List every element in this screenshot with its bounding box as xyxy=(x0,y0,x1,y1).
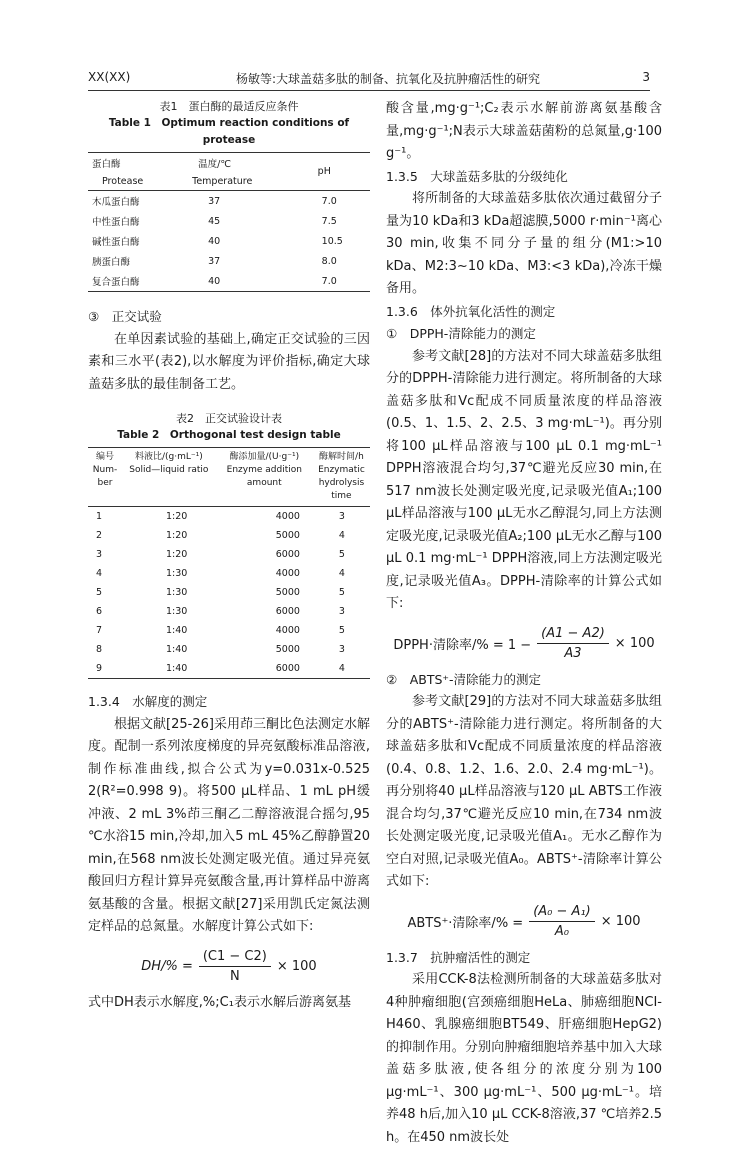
t1-cell: 碱性蛋白酶 xyxy=(92,237,140,248)
right-column xyxy=(386,98,662,1149)
dh-formula xyxy=(88,949,370,984)
t1-cell: 中性蛋白酶 xyxy=(92,217,140,228)
dh-formula-numerator: (C1 − C2) xyxy=(199,949,271,967)
t2-cell: 4 xyxy=(338,568,345,579)
t2-header-ratio xyxy=(122,448,216,507)
t2-header-time-en3: time xyxy=(331,491,352,501)
running-title: 杨敏等:大球盖菇多肽的制备、抗氧化及抗肿瘤活性的研究 xyxy=(236,72,541,86)
t1-cell: 7.5 xyxy=(321,215,337,227)
dpph-formula-lhs: DPPH·清除率/% = 1 − xyxy=(393,637,532,653)
t2-cell: 4000 xyxy=(275,625,300,636)
t2-cell: 8 xyxy=(96,644,103,655)
page-number: 3 xyxy=(642,70,650,84)
t1-cell: 8.0 xyxy=(321,255,337,267)
table-row xyxy=(88,621,370,640)
t2-cell: 1:20 xyxy=(166,511,188,522)
t2-cell: 5 xyxy=(338,587,345,598)
abts-formula-fraction xyxy=(529,904,595,939)
table-row xyxy=(88,191,370,212)
t2-cell: 6 xyxy=(96,606,103,617)
abts-formula-denominator: A₀ xyxy=(554,923,570,939)
t2-cell: 3 xyxy=(338,606,345,617)
dpph-formula-fraction xyxy=(537,626,609,661)
dpph-heading: ① DPPH-清除能力的测定 xyxy=(386,326,536,341)
t1-cell: 45 xyxy=(208,215,221,227)
t2-cell: 2 xyxy=(96,530,103,541)
dh-formula-tail: × 100 xyxy=(276,958,317,974)
t2-cell: 1:40 xyxy=(166,644,188,655)
t2-cell: 4 xyxy=(96,568,103,579)
t1-cell: 10.5 xyxy=(321,235,343,247)
table-row xyxy=(88,545,370,564)
dpph-formula-tail: × 100 xyxy=(614,635,655,651)
t2-cell: 1 xyxy=(96,511,103,522)
t2-cell: 5000 xyxy=(275,644,300,655)
table-row xyxy=(88,251,370,271)
section-134-paragraph-2: 式中DH表示水解度,%;C₁表示水解后游离氨基 xyxy=(88,994,351,1010)
section-135-heading: 1.3.5 大球盖菇多肽的分级纯化 xyxy=(386,168,568,184)
t2-header-time-en1: Enzymatic xyxy=(318,465,365,475)
abts-formula-tail: × 100 xyxy=(600,913,641,929)
t2-header-ratio-en: Solid—liquid ratio xyxy=(129,465,209,475)
dh-formula-lhs: DH/% = xyxy=(141,958,193,974)
t1-cell: 7.0 xyxy=(321,195,337,207)
t1-cell: 40 xyxy=(208,235,221,247)
t2-header-enzyme-zh: 酶添加量/(U·g⁻¹) xyxy=(229,452,300,462)
table-row xyxy=(88,640,370,659)
t1-header-temp-en: Temperature xyxy=(172,173,292,191)
abts-formula-lhs: ABTS⁺·清除率/% = xyxy=(407,915,524,931)
table-row xyxy=(88,507,370,527)
dh-formula-denominator: N xyxy=(229,968,240,984)
t1-cell: 复合蛋白酶 xyxy=(88,271,172,292)
t2-cell: 4000 xyxy=(275,511,300,522)
section-137-paragraph: 采用CCK-8法检测所制备的大球盖菇多肽对4种肿瘤细胞(宫颈癌细胞HeLa、肺癌细胞NCI-H460、乳腺癌细胞BT549、肝癌细胞HepG2)的抑制作用。分别向肿瘤细胞培养基中加入大球盖菇多肽液,使各组分的浓度分别为100 μg·mL⁻¹、300 μg·mL⁻¹、500 μg·mL⁻¹。培养48 h后,加入10 μL CCK-8溶液,37 ℃培养2.5 h。在450 nm波长处 xyxy=(386,972,662,1145)
right-top-paragraph: 酸含量,mg·g⁻¹;C₂表示水解前游离氨基酸含量,mg·g⁻¹;N表示大球盖菇菌粉的总氮量,g·100 g⁻¹。 xyxy=(386,101,662,161)
t2-cell: 5 xyxy=(338,549,345,560)
t1-header-protease-zh: 蛋白酶 xyxy=(88,153,172,174)
t1-header-temp-zh: 温度/℃ xyxy=(172,153,292,174)
running-header xyxy=(88,68,650,91)
section-136-heading: 1.3.6 体外抗氧化活性的测定 xyxy=(386,303,556,319)
t2-cell: 5000 xyxy=(275,587,300,598)
table1-caption-en: Table 1 Optimum reaction conditions of protease xyxy=(108,117,350,146)
t1-cell: 37 xyxy=(208,195,221,207)
dpph-formula xyxy=(386,626,662,661)
t2-header-time-zh: 酶解时间/h xyxy=(319,452,364,462)
t2-cell: 9 xyxy=(88,659,122,679)
table-row xyxy=(88,211,370,231)
t2-header-time-en2: hydrolysis xyxy=(318,478,365,488)
journal-issue: XX(XX) xyxy=(88,70,131,84)
left-column xyxy=(88,98,370,1014)
table-row xyxy=(88,583,370,602)
t2-cell: 5000 xyxy=(275,530,300,541)
t2-cell: 1:30 xyxy=(166,606,188,617)
table-row xyxy=(88,271,370,292)
t2-header-num-en2: ber xyxy=(97,478,113,488)
section-135-paragraph: 将所制备的大球盖菇多肽依次通过截留分子量为10 kDa和3 kDa超滤膜,5000 r·min⁻¹离心30 min,收集不同分子量的组分(M1:>10 kDa、M2:3~10 kDa、M3:<3 kDa),冷冻干燥备用。 xyxy=(386,191,662,296)
table-row xyxy=(88,526,370,545)
t2-header-enzyme-en2: amount xyxy=(246,478,282,488)
table1 xyxy=(88,152,370,292)
t1-cell: 木瓜蛋白酶 xyxy=(92,197,140,208)
t2-cell: 3 xyxy=(338,644,345,655)
t2-cell: 4 xyxy=(338,530,345,541)
section-134-paragraph: 根据文献[25-26]采用茚三酮比色法测定水解度。配制一系列浓度梯度的异亮氨酸标准品溶液,制作标准曲线,拟合公式为y=0.031x-0.525 2(R²=0.998 9)。将500 μL样品、1 mL pH缓冲液、2 mL 3%茚三酮乙二醇溶液混合摇匀,95 ℃水浴15 min,冷却,加入5 mL 45%乙醇静置20 min,在568 nm波长处测定吸光值。通过异亮氨酸回归方程计算异亮氨酸含量,再计算样品中游离氨基酸的含量。根据文献[27]采用凯氏定氮法测定样品的总氮量。水解度计算公式如下: xyxy=(88,716,370,934)
abts-formula-numerator: (A₀ − A₁) xyxy=(529,904,595,922)
t1-cell: 37 xyxy=(208,255,221,267)
dh-formula-fraction xyxy=(199,949,271,984)
orthogonal-heading: ③ 正交试验 xyxy=(88,309,162,324)
t2-header-num-zh: 编号 xyxy=(95,452,114,462)
t2-cell: 6000 xyxy=(216,659,313,679)
t1-cell: 40 xyxy=(172,271,292,292)
section-137-heading: 1.3.7 抗肿瘤活性的测定 xyxy=(386,949,531,965)
t2-header-num-en1: Num- xyxy=(92,465,118,475)
abts-paragraph: 参考文献[29]的方法对不同大球盖菇多肽组分的ABTS⁺-清除能力进行测定。将所制备的大球盖菇多肽和Vc配成不同质量浓度的样品溶液(0.4、0.8、1.2、1.6、2.0、2.4 mg·mL⁻¹)。再分别将40 μL样品溶液与120 μL ABTS工作液混合均匀,37℃避光反应10 min,在734 nm波长处测定吸光度,记录吸光值A₁。无水乙醇作为空白对照,记录吸光值A₀。ABTS⁺-清除率计算公式如下: xyxy=(386,694,662,889)
t2-cell: 7 xyxy=(96,625,103,636)
t2-cell: 1:40 xyxy=(166,625,188,636)
table1-caption-zh: 表1 蛋白酶的最适反应条件 xyxy=(159,100,299,113)
dpph-paragraph: 参考文献[28]的方法对不同大球盖菇多肽组分的DPPH-清除能力进行测定。将所制备的大球盖菇多肽和Vc配成不同质量浓度的样品溶液(0.5、1、1.5、2、2.5、3 mg·mL⁻¹)。再分别将100 μL样品溶液与100 μL 0.1 mg·mL⁻¹ DPPH溶液混合均匀,37℃避光反应30 min,在517 nm波长处测定吸光度,记录吸光值A₁;100 μL样品溶液与100 μL无水乙醇混匀,同上方法测定吸光度,记录吸光值A₂;100 μL无水乙醇与100 μL 0.1 mg·mL⁻¹ DPPH溶液,同上方法测定吸光度,记录吸光值A₃。DPPH-清除率的计算公式如下: xyxy=(386,348,662,611)
t2-header-enzyme-en1: Enzyme addition xyxy=(226,465,302,475)
t2-cell: 1:30 xyxy=(166,587,188,598)
table2-caption-zh: 表2 正交试验设计表 xyxy=(176,412,282,425)
table-row xyxy=(88,602,370,621)
orthogonal-paragraph: 在单因素试验的基础上,确定正交试验的三因素和三水平(表2),以水解度为评价指标,确定大球盖菇多肽的最佳制备工艺。 xyxy=(88,331,370,392)
abts-heading: ② ABTS⁺-清除能力的测定 xyxy=(386,671,542,687)
table2 xyxy=(88,447,370,679)
t2-header-enzyme xyxy=(216,448,313,507)
t2-cell: 5 xyxy=(338,625,345,636)
table-row xyxy=(88,564,370,583)
table-row xyxy=(88,659,370,679)
section-134-heading: 1.3.4 水解度的测定 xyxy=(88,694,208,709)
t2-cell: 5 xyxy=(96,587,103,598)
t2-cell: 1:20 xyxy=(166,549,188,560)
t2-cell: 3 xyxy=(338,511,345,522)
dpph-formula-numerator: (A1 − A2) xyxy=(537,626,609,644)
t2-cell: 4000 xyxy=(275,568,300,579)
dpph-formula-denominator: A3 xyxy=(564,645,582,661)
t1-cell: 7.0 xyxy=(292,271,370,292)
table2-caption-en: Table 2 Orthogonal test design table xyxy=(117,429,341,441)
t2-cell: 6000 xyxy=(275,606,300,617)
abts-formula xyxy=(386,904,662,939)
t1-header-ph: pH xyxy=(292,153,370,191)
table-row xyxy=(88,231,370,251)
t2-header-ratio-zh: 料液比/(g·mL⁻¹) xyxy=(134,452,203,462)
t2-cell: 1:30 xyxy=(166,568,188,579)
t2-cell: 1:40 xyxy=(122,659,216,679)
t1-cell: 胰蛋白酶 xyxy=(92,257,131,268)
t2-header-time xyxy=(313,448,370,507)
t2-cell: 6000 xyxy=(275,549,300,560)
t2-cell: 1:20 xyxy=(166,530,188,541)
t2-cell: 3 xyxy=(96,549,103,560)
t2-cell: 4 xyxy=(313,659,370,679)
t1-header-protease-en: Protease xyxy=(88,173,172,191)
t2-header-number xyxy=(88,448,122,507)
